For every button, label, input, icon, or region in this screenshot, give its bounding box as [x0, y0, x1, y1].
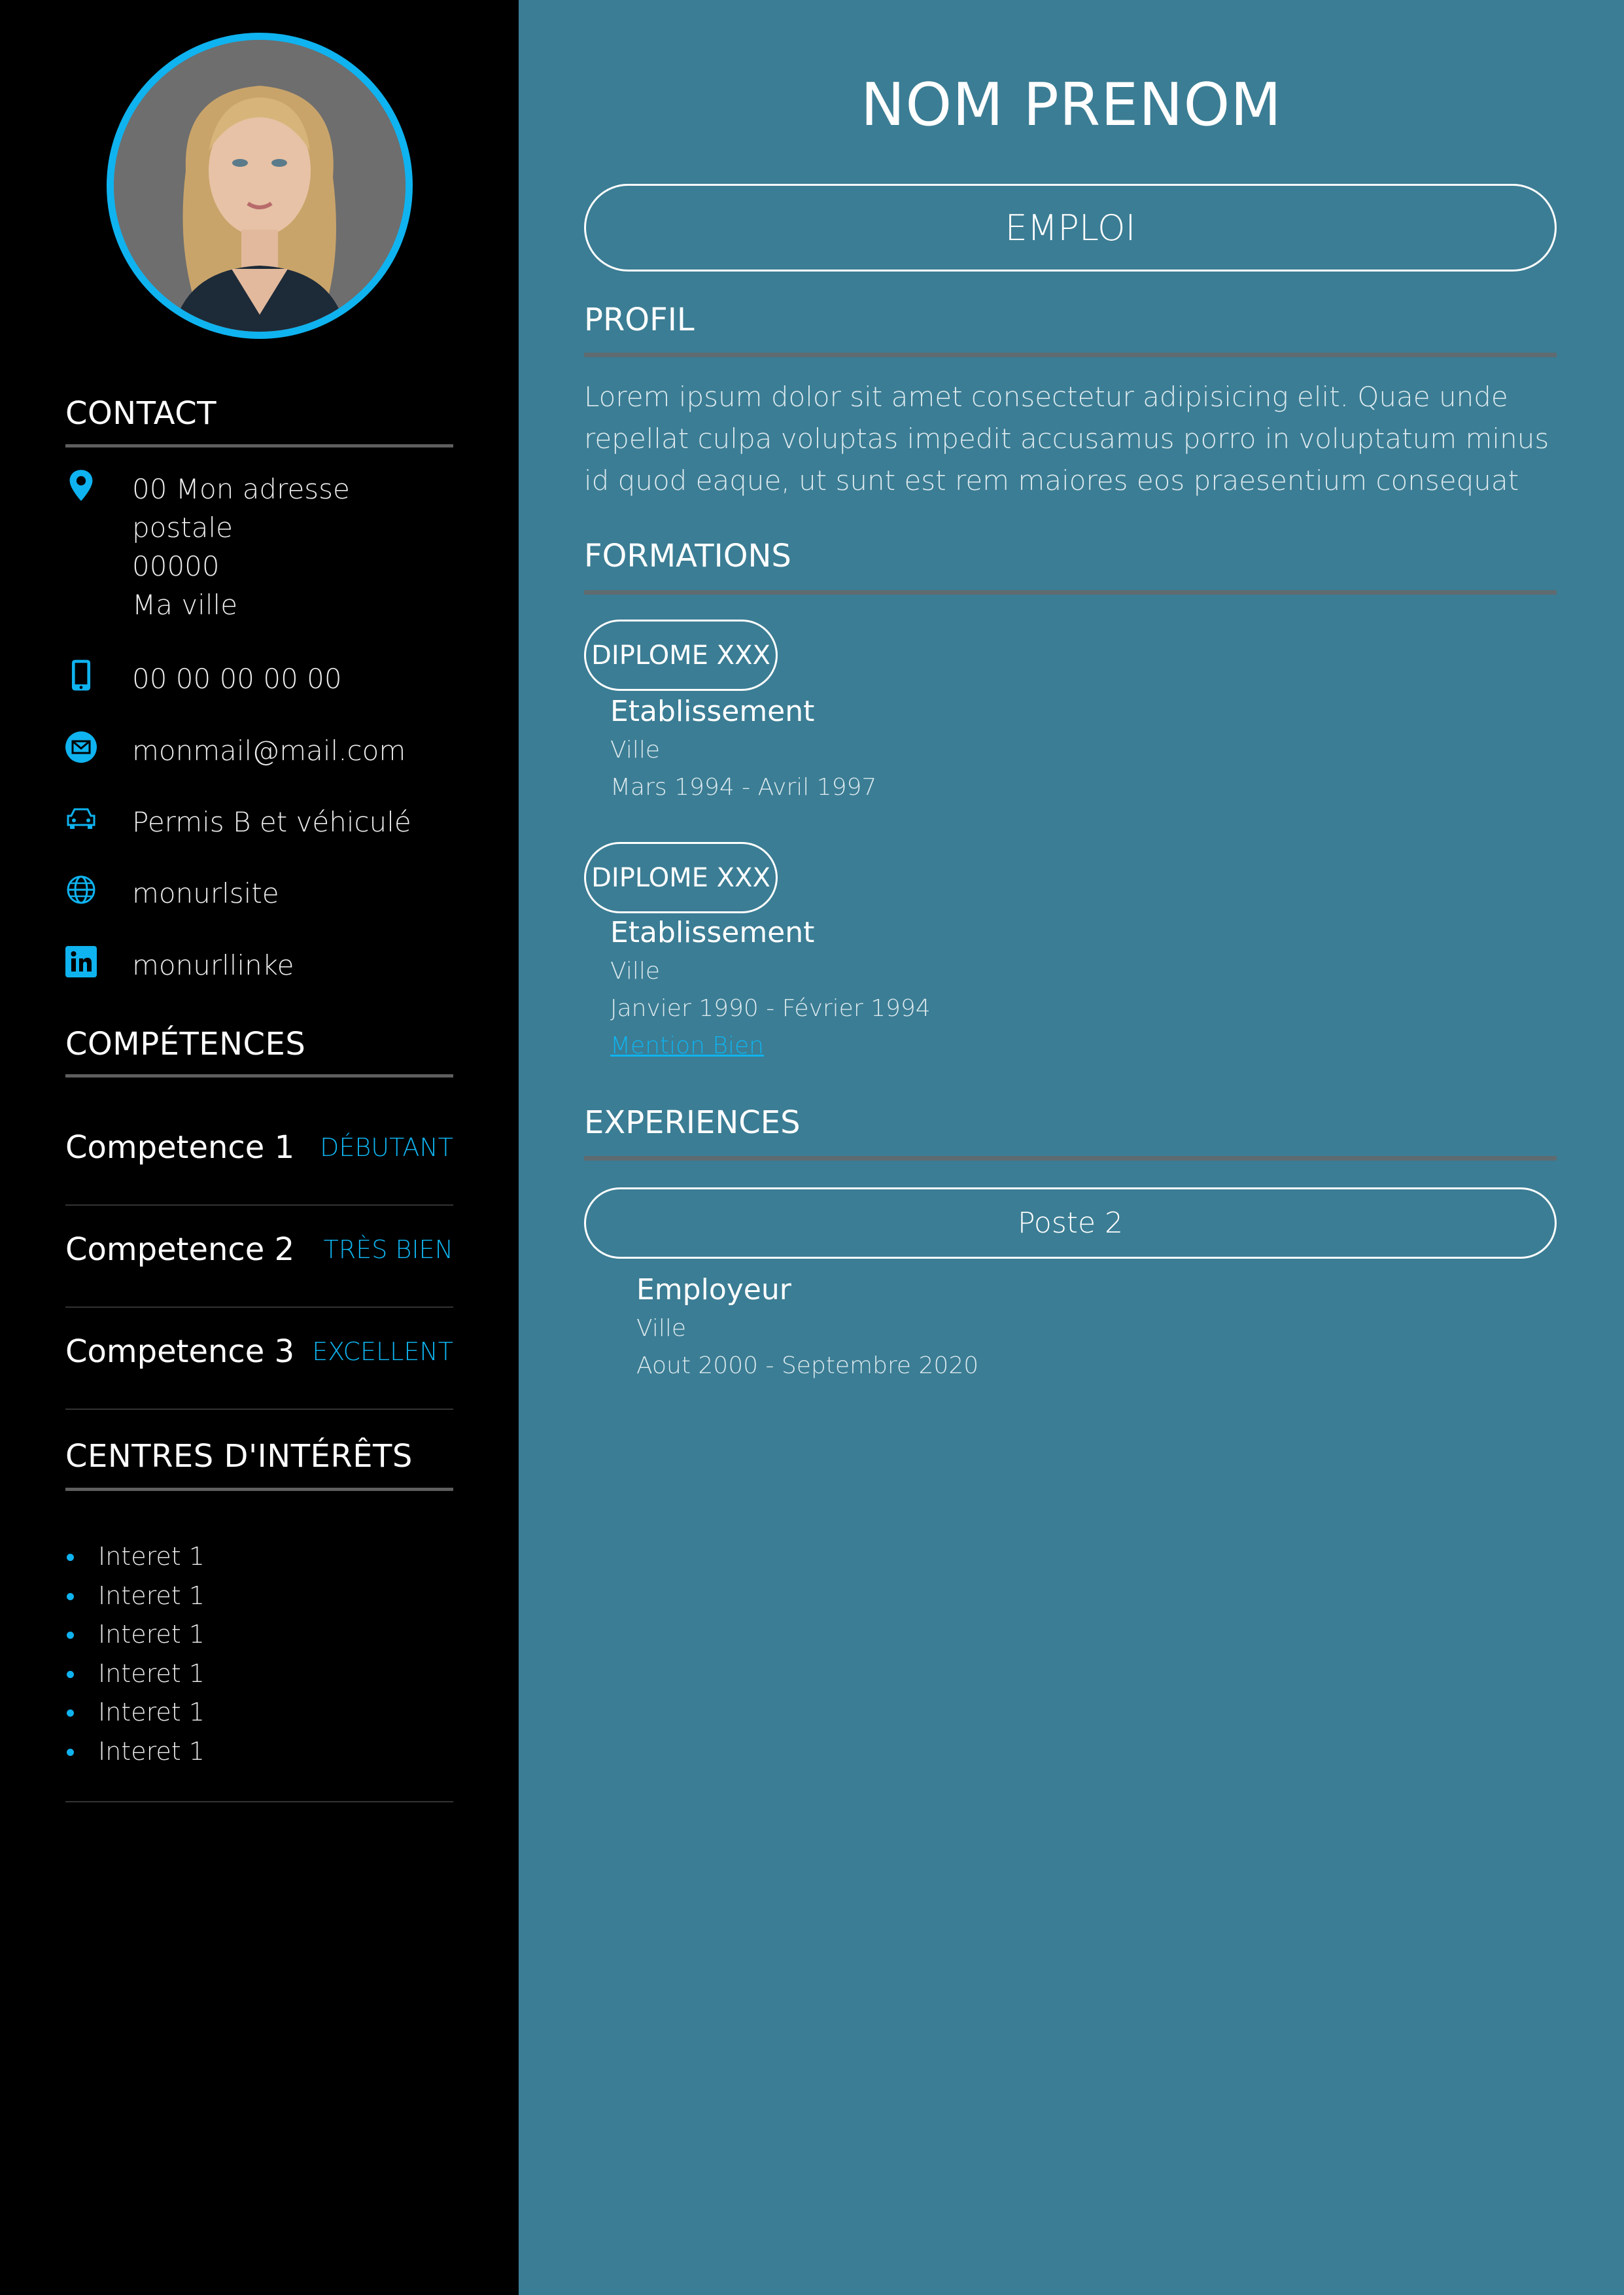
- contact-license: [65, 803, 453, 841]
- globe-icon: [65, 874, 97, 905]
- education-divider: [584, 590, 1557, 595]
- skill-level: TRÈS BIEN: [323, 1235, 453, 1264]
- contact-title: CONTACT: [65, 395, 217, 432]
- contact-phone: [65, 659, 453, 698]
- school-dates: Janvier 1990 - Février 1994: [610, 995, 931, 1022]
- address-line-2: postale: [132, 512, 233, 544]
- employer-city: Ville: [636, 1315, 686, 1342]
- skill-name: Competence 3: [65, 1333, 295, 1370]
- skills-title: COMPÉTENCES: [65, 1026, 306, 1062]
- page-title: NOM PRENOM: [861, 71, 1282, 139]
- address-line-3: 00000: [132, 550, 220, 582]
- address-line-1: 00 Mon adresse: [132, 473, 350, 505]
- location-pin-icon: [65, 470, 97, 501]
- profile-divider: [584, 353, 1557, 357]
- education-title: FORMATIONS: [584, 538, 791, 574]
- phone-icon: [65, 659, 97, 691]
- skill-separator: [65, 1204, 453, 1206]
- skill-item: [65, 1129, 453, 1166]
- sidebar: [0, 0, 519, 2295]
- contact-divider: [65, 444, 453, 447]
- list-item: Interet 1: [65, 1615, 205, 1655]
- skill-name: Competence 2: [65, 1231, 295, 1268]
- school-dates: Mars 1994 - Avril 1997: [610, 774, 877, 801]
- experience-divider: [584, 1156, 1557, 1161]
- skills-divider: [65, 1074, 453, 1077]
- skill-separator: [65, 1409, 453, 1410]
- skill-name: Competence 1: [65, 1129, 295, 1166]
- contact-email: [65, 731, 453, 770]
- list-item: Interet 1: [65, 1577, 205, 1616]
- job-title-banner: EMPLOI: [584, 184, 1557, 272]
- education-item: [610, 692, 876, 806]
- profile-photo: [107, 33, 413, 339]
- email-link[interactable]: monmail@mail.com: [132, 735, 406, 767]
- profile-text: Lorem ipsum dolor sit amet consectetur adipisicing elit. Quae unde repellat culpa voluptas impedit accusamus porro in voluptatum minus id quod eaque, ut sunt est rem maiores eos praesentium consequat: [584, 381, 1549, 497]
- phone-text: 00 00 00 00 00: [132, 663, 342, 695]
- skill-item: [65, 1333, 453, 1370]
- position-banner: Poste 2: [584, 1187, 1557, 1259]
- mail-icon: [65, 731, 97, 763]
- main-content: [519, 0, 1624, 2295]
- experience-title: EXPERIENCES: [584, 1104, 801, 1141]
- employer-name: Employeur: [636, 1273, 791, 1306]
- education-item: [610, 913, 931, 1064]
- car-icon: [65, 803, 97, 834]
- linkedin-icon: [65, 946, 97, 977]
- experience-item: [636, 1270, 978, 1384]
- interests-divider: [65, 1488, 453, 1491]
- website-link[interactable]: monurlsite: [132, 877, 279, 909]
- list-item: Interet 1: [65, 1537, 205, 1577]
- license-text: Permis B et véhiculé: [132, 806, 411, 838]
- contact-linkedin: [65, 946, 453, 985]
- school-city: Ville: [610, 958, 660, 985]
- school-name: Etablissement: [610, 916, 815, 949]
- linkedin-link[interactable]: monurllinke: [132, 949, 294, 981]
- diploma-badge: DIPLOME XXX: [584, 620, 778, 691]
- interests-list: [65, 1537, 205, 1771]
- skill-level: DÉBUTANT: [320, 1133, 453, 1162]
- mention-link[interactable]: Mention Bien: [610, 1032, 764, 1059]
- portrait-illustration: [114, 40, 406, 332]
- list-item: Interet 1: [65, 1693, 205, 1732]
- school-city: Ville: [610, 737, 660, 763]
- contact-website: [65, 874, 453, 913]
- skill-item: [65, 1231, 453, 1268]
- address-line-4: Ma ville: [132, 589, 238, 621]
- diploma-badge: DIPLOME XXX: [584, 842, 778, 913]
- interests-end-separator: [65, 1801, 453, 1802]
- interests-title: CENTRES D'INTÉRÊTS: [65, 1438, 413, 1475]
- school-name: Etablissement: [610, 695, 815, 728]
- skill-separator: [65, 1306, 453, 1308]
- employment-dates: Aout 2000 - Septembre 2020: [636, 1352, 979, 1379]
- skill-level: EXCELLENT: [312, 1337, 453, 1366]
- list-item: Interet 1: [65, 1655, 205, 1694]
- profile-title: PROFIL: [584, 302, 695, 338]
- contact-address: [65, 470, 453, 624]
- list-item: Interet 1: [65, 1732, 205, 1772]
